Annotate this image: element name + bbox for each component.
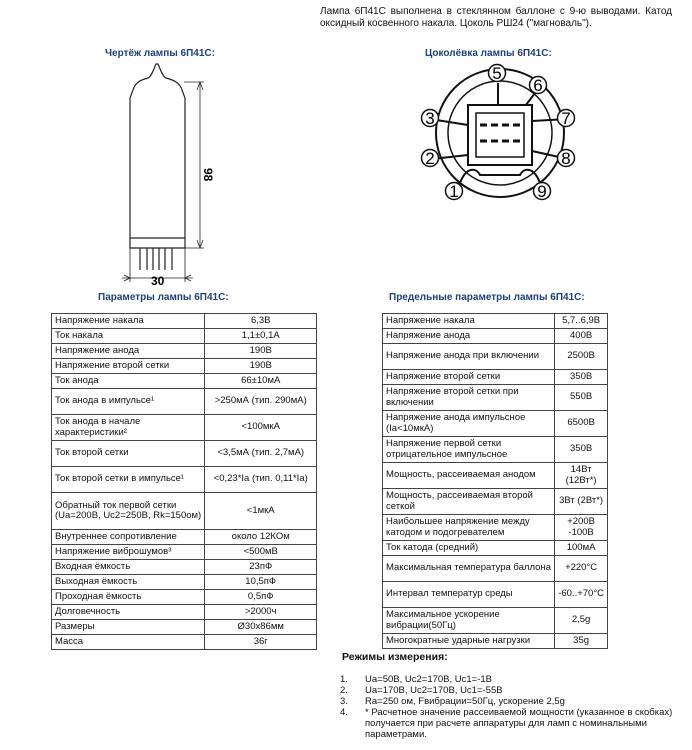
table-row: Ток катода (средний) 100мА [383,541,608,556]
intro-text: Лампа 6П41С выполнена в стеклянном баллоне с 9-ю выводами. Катод оксидный косвенного накала. Цоколь РШ24 ("магноваль"). [320,6,672,29]
pin-1-label: 1 [449,182,459,201]
notes-list [340,674,680,740]
params-title: Параметры лампы 6П41С: [98,292,229,303]
bulb-outline [130,64,185,248]
pin-8-label: 8 [561,149,571,168]
pin-2-label: 2 [425,149,435,168]
table-row: Проходная ёмкость 0,5пФ [52,590,317,605]
pin-5-label: 5 [492,64,502,83]
table-row: Напряжение второй сетки 350В [383,370,608,385]
table-row: Напряжение анода 400В [383,329,608,344]
table-row: Мощность, рассеиваемая анодом 14Вт (12Вт*) [383,463,608,489]
limits-title: Предельные параметры лампы 6П41С: [389,292,585,303]
table-row: Напряжение накала 6,3В [52,314,317,329]
pinout-title: Цоколёвка лампы 6П41С: [425,48,552,59]
table-row: Напряжение анода импульсное (Ia<10мкА) 6500В [383,411,608,437]
table-row: Размеры Ø30х86мм [52,620,317,635]
pin-6-label: 6 [533,76,543,95]
table-row: Ток анода 66±10мА [52,374,317,389]
limits-table [382,313,608,649]
pin-7-label: 7 [561,109,571,128]
table-row: Многократные ударные нагрузки 35g [383,634,608,649]
table-row: Долговечность >2000ч [52,605,317,620]
height-dimension: 98 [201,168,215,182]
table-row: Внутреннее сопротивление около 12КОм [52,530,317,545]
table-row: Входная ёмкость 23пФ [52,560,317,575]
pin-4-label: 4 [413,135,415,136]
table-row: Ток анода в начале характеристики² <100мкА [52,415,317,441]
table-row: Обратный ток первой сетки (Ua=200В, Uc2=250В, Rk=150ом) <1мкА [52,493,317,530]
pinout-diagram [410,55,585,205]
drawing-title: Чертёж лампы 6П41С: [105,48,215,59]
tube-drawing [100,58,235,290]
table-row: Напряжение второй сетки 190В [52,359,317,374]
list-item: 3. Ra=250 ом, Fвибрации=50Гц, ускорение 2,5g [340,696,565,707]
table-row: Напряжение накала 5,7..6,9В [383,314,608,329]
table-row: Интервал температур среды -60..+70°С [383,582,608,608]
table-row: Напряжение первой сетки отрицательное импульсное 350В [383,437,608,463]
notes-title: Режимы измерения: [342,651,448,663]
table-row: Ток анода в импульсе¹ >250мА (тип. 290мА) [52,389,317,415]
params-table [51,313,317,650]
table-row: Максимальная температура баллона +220°С [383,556,608,582]
list-item: 1. Ua=50В, Uc2=170В, Uc1=-1В [340,674,493,685]
pin-9-label: 9 [537,182,547,201]
table-row: Наибольшее напряжение между катодом и подогревателем +200В -100В [383,515,608,541]
table-row: Ток второй сетки <3,5мА (тип. 2,7мА) [52,441,317,467]
table-row: Максимальное ускорение вибрации(50Гц) 2,5g [383,608,608,634]
width-dimension: 30 [151,274,165,288]
table-row: Ток второй сетки в импульсе¹ <0,23*Ia (тип. 0,11*Ia) [52,467,317,493]
table-row: Напряжение анода при включении 2500В [383,344,608,370]
table-row: Выходная ёмкость 10,5пФ [52,575,317,590]
table-row: Ток накала 1,1±0,1А [52,329,317,344]
table-row: Напряжение второй сетки при включении 550В [383,385,608,411]
table-row: Масса 36г [52,635,317,650]
table-row: Напряжение анода 190В [52,344,317,359]
list-item: 4. * Расчетное значение рассеиваемой мощности (указанное в скобках) получается при расчете аппаратуры для ламп с номинальными параметрами. [340,707,673,740]
pin-3-label: 3 [425,109,435,128]
table-row: Напряжение виброшумов³ <500мВ [52,545,317,560]
table-row: Мощность, рассеиваемая второй сеткой 3Вт (2Вт*) [383,489,608,515]
list-item: 2. Ua=170В, Uc2=170В, Uc1=-55В [340,685,503,696]
